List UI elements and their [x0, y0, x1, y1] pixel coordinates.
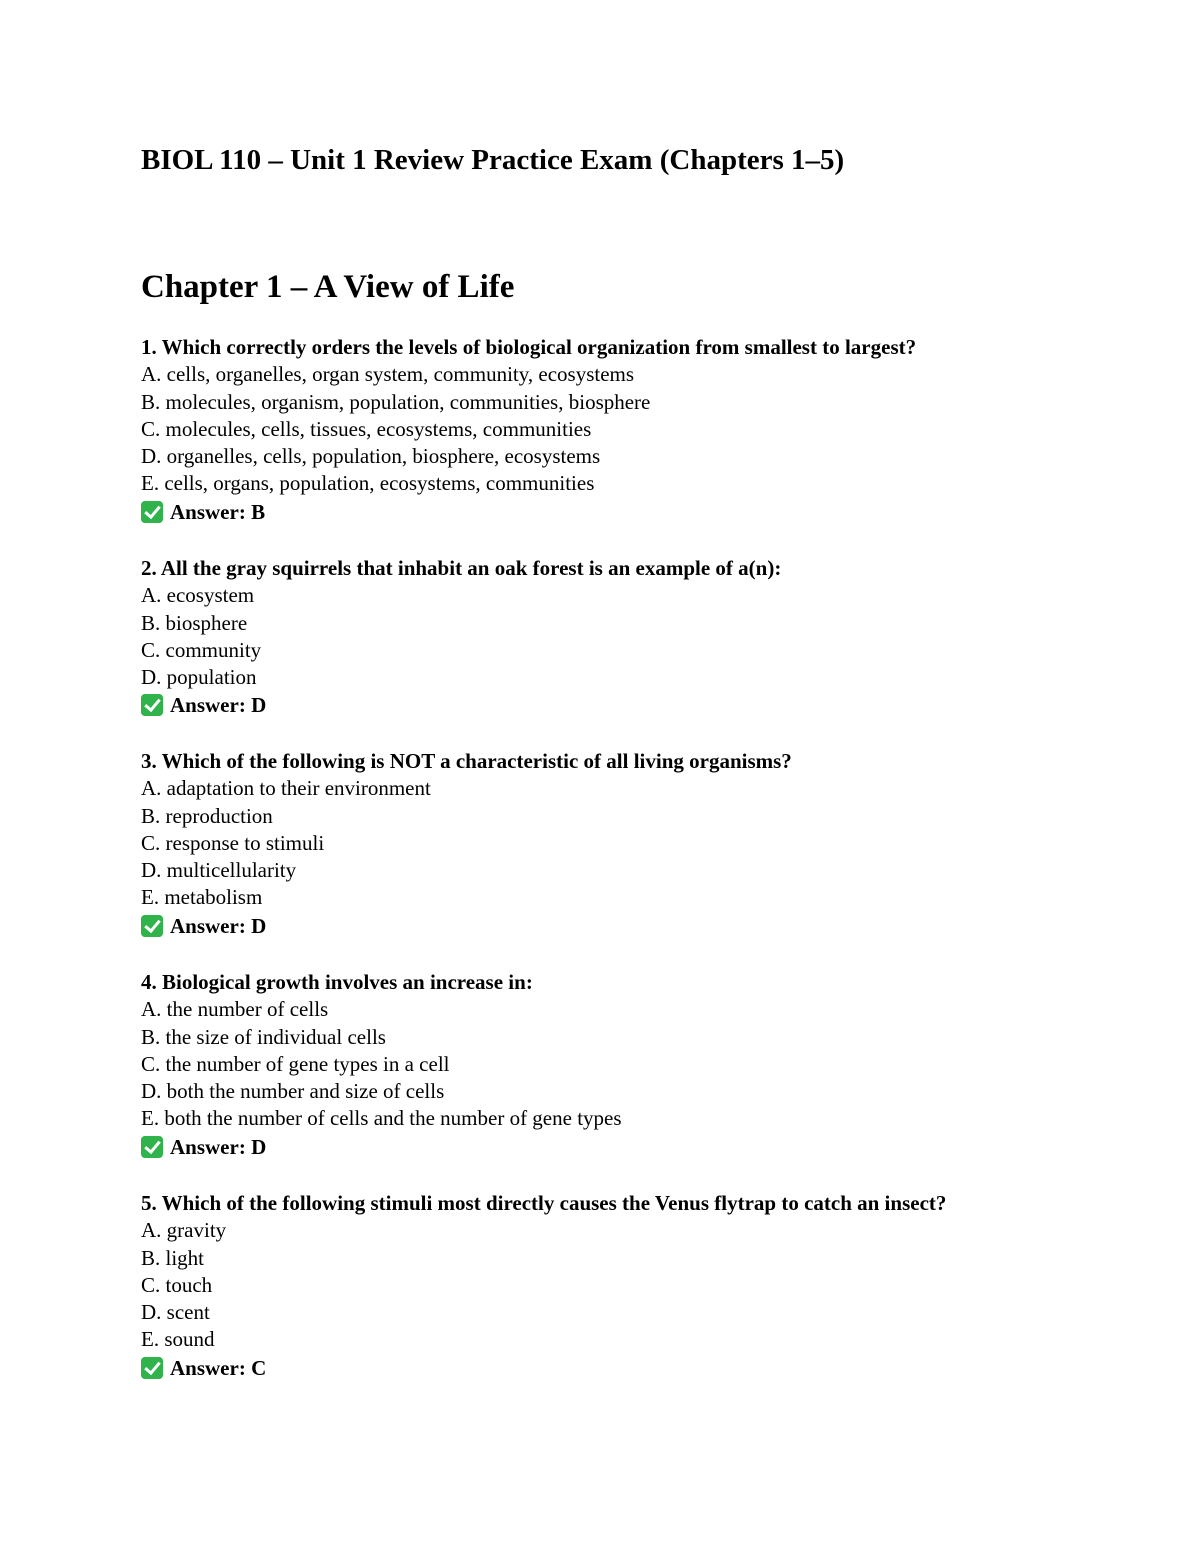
- answer-text: Answer: C: [170, 1355, 267, 1380]
- option-list: [141, 1217, 1141, 1353]
- option-d: D. population: [141, 665, 257, 690]
- option-b: B. the size of individual cells: [141, 1024, 386, 1049]
- chapter-heading: Chapter 1 – A View of Life: [141, 269, 515, 305]
- question-text: 5. Which of the following stimuli most directly causes the Venus flytrap to catch an insect?: [141, 1191, 947, 1215]
- option-a: A. adaptation to their environment: [141, 776, 431, 801]
- answer-line: [141, 691, 1141, 719]
- option-d: D. organelles, cells, population, biosphere, ecosystems: [141, 444, 601, 469]
- option-e: E. metabolism: [141, 885, 263, 910]
- option-d: D. both the number and size of cells: [141, 1079, 445, 1104]
- option-b: B. light: [141, 1245, 205, 1270]
- option-c: C. community: [141, 637, 262, 662]
- option-list: [141, 582, 1141, 691]
- answer-line: [141, 498, 1141, 526]
- option-a: A. gravity: [141, 1218, 227, 1243]
- option-a: A. ecosystem: [141, 583, 255, 608]
- question-2: [141, 555, 1141, 719]
- option-d: D. scent: [141, 1300, 210, 1325]
- option-c: C. touch: [141, 1272, 213, 1297]
- option-a: A. cells, organelles, organ system, community, ecosystems: [141, 362, 635, 387]
- option-list: [141, 361, 1141, 497]
- answer-line: [141, 1354, 1141, 1382]
- question-text: 1. Which correctly orders the levels of biological organization from smallest to largest?: [141, 335, 917, 359]
- option-c: C. the number of gene types in a cell: [141, 1051, 450, 1076]
- answer-text: Answer: B: [170, 499, 266, 524]
- option-a: A. the number of cells: [141, 997, 329, 1022]
- question-3: [141, 748, 1141, 940]
- answer-line: [141, 1133, 1141, 1161]
- check-mark-icon: [141, 1357, 163, 1379]
- answer-text: Answer: D: [170, 693, 267, 718]
- option-d: D. multicellularity: [141, 858, 297, 883]
- answer-text: Answer: D: [170, 1134, 267, 1159]
- document-title: BIOL 110 – Unit 1 Review Practice Exam (Chapters 1–5): [141, 144, 845, 176]
- question-4: [141, 969, 1141, 1161]
- option-b: B. biosphere: [141, 610, 248, 635]
- option-e: E. sound: [141, 1327, 215, 1352]
- check-mark-icon: [141, 915, 163, 937]
- option-e: E. both the number of cells and the number of gene types: [141, 1106, 622, 1131]
- question-text: 4. Biological growth involves an increase in:: [141, 970, 533, 994]
- option-c: C. molecules, cells, tissues, ecosystems, communities: [141, 416, 592, 441]
- question-text: 3. Which of the following is NOT a characteristic of all living organisms?: [141, 749, 792, 773]
- option-list: [141, 775, 1141, 911]
- answer-line: [141, 912, 1141, 940]
- question-5: [141, 1190, 1141, 1382]
- option-b: B. molecules, organism, population, communities, biosphere: [141, 389, 651, 414]
- answer-text: Answer: D: [170, 913, 267, 938]
- question-text: 2. All the gray squirrels that inhabit an oak forest is an example of a(n):: [141, 556, 782, 580]
- check-mark-icon: [141, 694, 163, 716]
- check-mark-icon: [141, 1136, 163, 1158]
- question-1: [141, 334, 1141, 526]
- option-list: [141, 996, 1141, 1132]
- option-c: C. response to stimuli: [141, 830, 325, 855]
- option-b: B. reproduction: [141, 803, 273, 828]
- option-e: E. cells, organs, population, ecosystems, communities: [141, 471, 595, 496]
- check-mark-icon: [141, 501, 163, 523]
